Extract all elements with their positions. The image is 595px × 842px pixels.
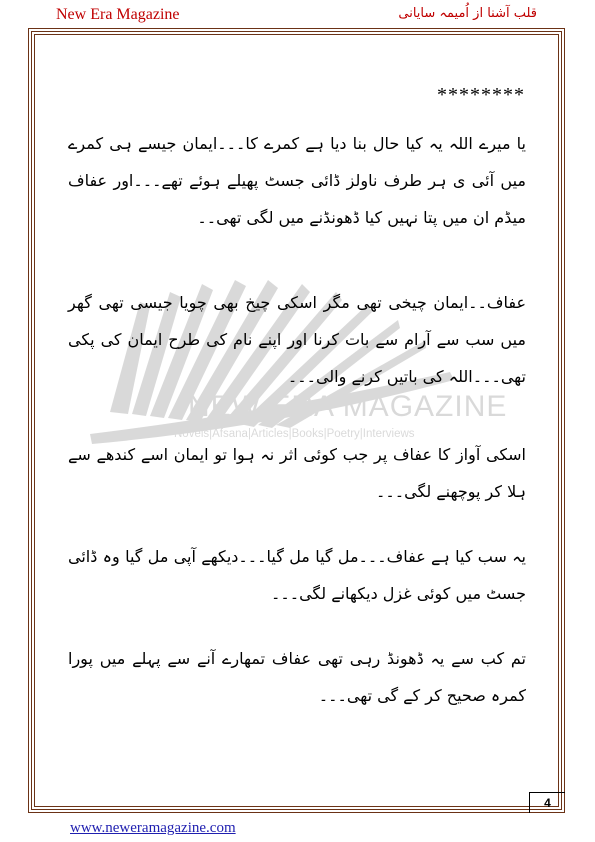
page-number: 4 bbox=[544, 796, 551, 810]
paragraph-1: یا میرے اللہ یہ کیا حال بنا دیا ہے کمرے کا۔۔۔ایمان جیسے ہی کمرے میں آئی ی ہر طرف ناولز ڈائی جسٹ پھیلے ہوئے تھے۔۔۔اور عفاف میڈم ان میں پتا نہیں کیا ڈھونڈنے میں لگی تھی۔۔ bbox=[68, 134, 526, 227]
section-separator: ******** bbox=[437, 84, 525, 106]
paragraph-4: یہ سب کیا ہے عفاف۔۔۔مل گیا مل گیا۔۔۔دیکھے آپی مل گیا وہ ڈائی جسٹ میں کوئی غزل دیکھانے لگی۔۔۔ bbox=[68, 547, 526, 603]
page-number-box bbox=[529, 792, 565, 813]
story-title: قلب آشنا از اُمیمہ سایانی bbox=[398, 6, 537, 21]
paragraph-3: اسکی آواز کا عفاف پر جب کوئی اثر نہ ہوا تو ایمان اسے کندھے سے ہلا کر پوچھنے لگی۔۔۔ bbox=[68, 445, 526, 501]
watermark-brand: NEW ERA MAGAZINE bbox=[188, 390, 508, 423]
paragraph-5: تم کب سے یہ ڈھونڈ رہی تھی عفاف تمھارے آنے سے پہلے میں پورا کمرہ صحیح کر کے گی تھی۔۔۔ bbox=[68, 649, 526, 705]
watermark-tagline: Novels|Afsana|Articles|Books|Poetry|Interviews bbox=[174, 428, 415, 440]
website-link[interactable]: www.neweramagazine.com bbox=[70, 820, 236, 836]
paragraph-2: عفاف۔۔ایمان چیخی تھی مگر اسکی چیخ بھی چویا جیسی تھی گھر میں سب سے آرام سے بات کرنا اور اپنے نام کی طرح ایمان کی پکی تھی۔۔۔اللہ کی باتیں کرنے والی۔۔۔ bbox=[68, 293, 526, 386]
magazine-name: New Era Magazine bbox=[56, 6, 180, 23]
